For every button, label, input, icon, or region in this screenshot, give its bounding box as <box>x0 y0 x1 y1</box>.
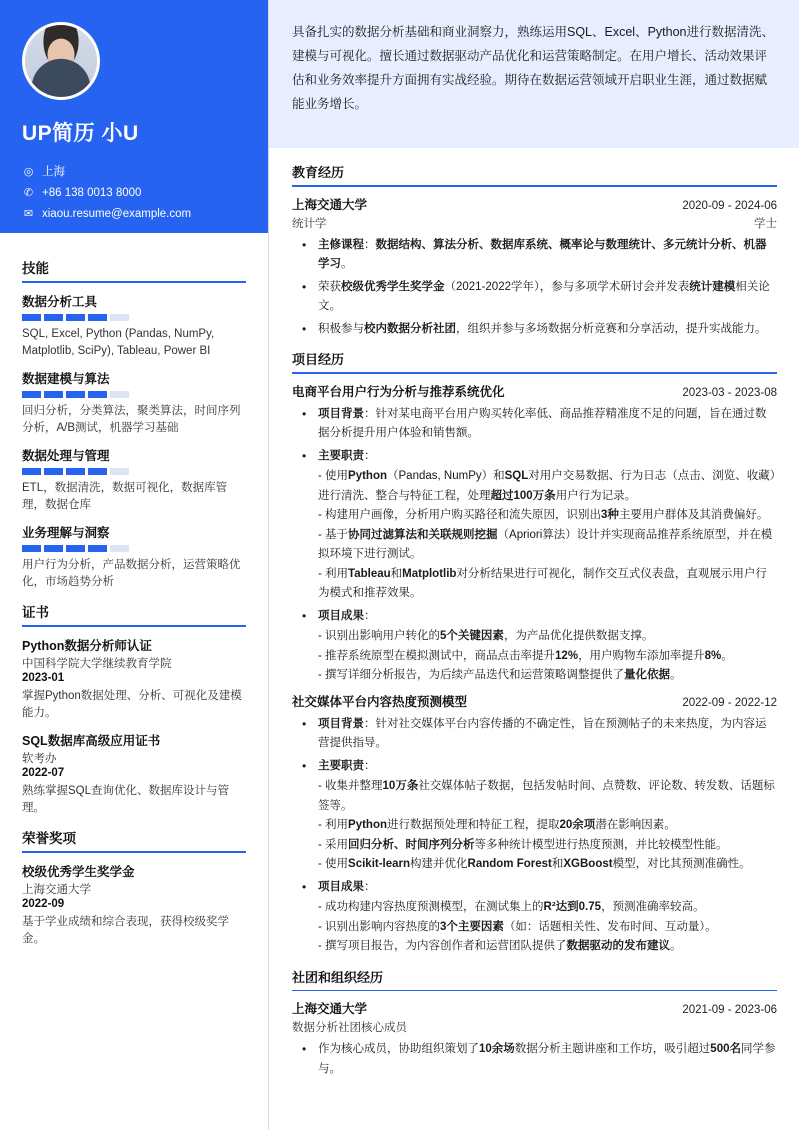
skill-level-bars <box>22 391 246 398</box>
sub-line: - 基于协同过滤算法和关联规则挖掘（Apriori算法）设计并实现商品推荐系统原型，并在模拟环境下进行测试。 <box>318 528 773 560</box>
skill-description: 回归分析，分类算法，聚类算法，时间序列分析，A/B测试，机器学习基础 <box>22 405 241 434</box>
sub-line: - 识别出影响用户转化的5个关键因素，为产品优化提供数据支撑。 <box>318 630 654 642</box>
email-icon: ✉ <box>23 208 34 220</box>
skill-description: ETL，数据清洗，数据可视化，数据库管理，数据仓库 <box>22 482 228 511</box>
list-item: • 积极参与校内数据分析社团，组织并参与多场数据分析竞赛和分享活动，提升实战能力。 <box>292 320 777 340</box>
list-item <box>292 715 777 754</box>
skill-name: 数据分析工具 <box>22 295 98 309</box>
sidebar-header <box>0 0 268 233</box>
certificate-description: 熟练掌握SQL查询优化、数据库设计与管理。 <box>22 785 230 814</box>
certificates-section <box>22 601 246 817</box>
avatar-photo <box>25 25 97 97</box>
sub-line: - 成功构建内容热度预测模型，在测试集上的R²达到0.75，预测准确率较高。 <box>318 901 705 913</box>
phone-icon: ✆ <box>23 187 34 199</box>
bullet-sublines <box>318 467 777 604</box>
section-divider <box>292 990 777 992</box>
skill-bar <box>110 314 129 321</box>
certificate-org: 中国科学院大学继续教育学院 <box>22 658 172 670</box>
skill-level-bars <box>22 545 246 552</box>
bullet-sublines <box>318 627 777 686</box>
bullet-lead: 项目背景：针对某电商平台用户购买转化率低、商品推荐精准度不足的问题，旨在通过数据分析提升用户体验和销售额。 <box>318 407 767 439</box>
sub-line: - 采用回归分析、时间序列分析等多种统计模型进行热度预测，并比较模型性能。 <box>318 838 728 851</box>
list-item: • 作为核心成员，协助组织策划了10余场数据分析主题讲座和工作坊，吸引超过500名同学参与。 <box>292 1040 777 1079</box>
clubs-section <box>292 967 777 1080</box>
project-header <box>292 692 777 710</box>
skill-bar <box>110 391 129 398</box>
list-item <box>292 757 777 875</box>
project-item <box>292 692 777 957</box>
section-divider <box>22 625 246 627</box>
project-name: 社交媒体平台内容热度预测模型 <box>292 694 468 709</box>
project-bullets <box>292 715 777 957</box>
sub-line: - 撰写详细分析报告，为后续产品迭代和运营策略调整提供了量化依据。 <box>318 669 682 681</box>
certificate-date: 2023-01 <box>22 672 65 684</box>
honors-section <box>22 827 246 948</box>
bullet-sublines <box>318 777 777 875</box>
project-name: 电商平台用户行为分析与推荐系统优化 <box>292 384 505 399</box>
sub-line: - 撰写项目报告，为内容创作者和运营团队提供了数据驱动的发布建议。 <box>318 940 682 952</box>
education-section-title: 教育经历 <box>292 165 345 180</box>
education-degree: 学士 <box>754 217 777 230</box>
section-divider <box>22 851 246 853</box>
skill-bar <box>88 468 107 475</box>
sidebar-body <box>0 233 268 958</box>
skill-description: SQL, Excel, Python (Pandas, NumPy, Matplotlib, SciPy), Tableau, Power BI <box>22 328 215 357</box>
sidebar <box>0 0 268 1130</box>
sub-line: - 识别出影响内容热度的3个主要因素（如：话题相关性、发布时间、互动量）。 <box>318 920 717 933</box>
main-column <box>268 0 799 1130</box>
contact-location-text: 上海 <box>42 166 65 178</box>
section-divider <box>292 185 777 187</box>
bullet-lead: 项目背景：针对社交媒体平台内容传播的不确定性，旨在预测帖子的未来热度，为内容运营提供指导。 <box>318 717 767 749</box>
education-subheader <box>292 213 777 231</box>
certificate-description: 掌握Python数据处理、分析、可视化及建模能力。 <box>22 690 242 719</box>
list-item <box>292 447 777 604</box>
skill-name: 数据处理与管理 <box>22 449 110 463</box>
honors-section-title: 荣誉奖项 <box>22 831 76 846</box>
skill-bar <box>88 391 107 398</box>
project-date: 2023-03 - 2023-08 <box>682 386 777 399</box>
list-item: • 荣获校级优秀学生奖学金（2021-2022学年），参与多项学术研讨会并发表统计建模相关论文。 <box>292 278 777 317</box>
skill-bar <box>44 545 63 552</box>
skill-bar <box>44 468 63 475</box>
honor-item <box>22 862 246 948</box>
certificate-name: SQL数据库高级应用证书 <box>22 734 161 748</box>
bullet-lead: 主要职责： <box>318 449 376 462</box>
skill-level-bars <box>22 468 246 475</box>
location-icon: ◎ <box>23 166 34 178</box>
column-divider <box>268 0 269 1130</box>
skill-bar <box>22 391 41 398</box>
list-item: • 主修课程：数据结构、算法分析、数据库系统、概率论与数理统计、多元统计分析、机器学习。 <box>292 236 777 275</box>
club-date: 2021-09 - 2023-06 <box>682 1004 777 1016</box>
section-divider <box>22 281 246 283</box>
skill-bar <box>88 545 107 552</box>
skill-name: 业务理解与洞察 <box>22 526 110 540</box>
bullet-lead: 项目成果： <box>318 609 376 622</box>
skill-item <box>22 369 246 437</box>
education-school: 上海交通大学 <box>292 197 368 212</box>
certificate-org: 软考办 <box>22 753 57 765</box>
sub-line: - 收集并整理10万条社交媒体帖子数据，包括发帖时间、点赞数、评论数、转发数、话题标签等。 <box>318 780 775 812</box>
honor-description: 基于学业成绩和综合表现，获得校级奖学金。 <box>22 916 229 945</box>
section-divider <box>292 372 777 374</box>
sub-line: - 推荐系统原型在模拟测试中，商品点击率提升12%，用户购物车添加率提升8%。 <box>318 649 733 662</box>
club-org: 上海交通大学 <box>292 1002 368 1016</box>
club-bullets <box>292 1040 777 1079</box>
skill-bar <box>44 391 63 398</box>
skill-bar <box>22 468 41 475</box>
project-header <box>292 382 777 400</box>
club-role: 数据分析社团核心成员 <box>292 1022 407 1034</box>
skill-description: 用户行为分析，产品数据分析，运营策略优化，市场趋势分析 <box>22 559 241 588</box>
skill-bar <box>110 545 129 552</box>
bullet-sublines <box>318 898 777 957</box>
bullet-lead: 项目成果： <box>318 880 376 893</box>
project-bullets <box>292 405 777 686</box>
certificate-date: 2022-07 <box>22 767 65 779</box>
clubs-section-title: 社团和组织经历 <box>292 969 384 985</box>
certificate-name: Python数据分析师认证 <box>22 639 152 653</box>
contact-item-email <box>22 204 246 225</box>
honor-org: 上海交通大学 <box>22 884 91 896</box>
skill-bar <box>66 545 85 552</box>
sub-line: - 利用Tableau和Matplotlib对分析结果进行可视化，制作交互式仪表盘，直观展示用户行为模式和推荐效果。 <box>318 567 767 599</box>
contact-item-phone <box>22 183 246 204</box>
sub-line: - 构建用户画像，分析用户购买路径和流失原因，识别出3种主要用户群体及其消费偏好。 <box>318 509 769 521</box>
contact-email-text: xiaou.resume@example.com <box>42 208 192 220</box>
skill-item <box>22 292 246 360</box>
skill-bar <box>110 468 129 475</box>
list-item <box>292 878 777 957</box>
sub-line: - 使用Scikit-learn构建并优化Random Forest和XGBoost模型，对比其预测准确性。 <box>318 858 751 870</box>
certificate-item <box>22 731 246 817</box>
skill-item <box>22 523 246 591</box>
skills-section <box>22 257 246 591</box>
skill-bar <box>66 391 85 398</box>
list-item <box>292 607 777 686</box>
club-entry-header <box>292 999 777 1017</box>
main-body <box>268 148 799 1079</box>
project-date: 2022-09 - 2022-12 <box>682 696 777 709</box>
avatar <box>22 22 100 100</box>
projects-section <box>292 349 777 957</box>
sub-line: - 使用Python（Pandas, NumPy）和SQL对用户交易数据、行为日志（点击、浏览、收藏）进行清洗、整合与特征工程，处理超过100万条用户行为记录。 <box>318 470 776 502</box>
project-item <box>292 382 777 686</box>
honor-name: 校级优秀学生奖学金 <box>22 865 135 879</box>
contact-list <box>22 162 246 225</box>
skill-name: 数据建模与算法 <box>22 372 110 386</box>
education-section <box>292 162 777 339</box>
honor-date: 2022-09 <box>22 898 65 910</box>
skill-bar <box>22 545 41 552</box>
contact-phone-text: +86 138 0013 8000 <box>42 187 142 199</box>
certificates-section-title: 证书 <box>22 605 49 620</box>
summary-block: 具备扎实的数据分析基础和商业洞察力，熟练运用SQL、Excel、Python进行数据清洗、建模与可视化。擅长通过数据驱动产品优化和运营策略制定。在用户增长、活动效果评估和业务效率提升方面拥有实战经验。期待在数据运营领域开启职业生涯，通过数据赋能业务增长。 <box>268 0 799 148</box>
education-date: 2020-09 - 2024-06 <box>682 199 777 212</box>
bullet-lead: 主要职责： <box>318 759 376 772</box>
skill-bar <box>22 314 41 321</box>
contact-item-location <box>22 162 246 183</box>
education-entry-header <box>292 195 777 213</box>
skills-section-title: 技能 <box>22 261 49 276</box>
education-bullets <box>292 236 777 340</box>
list-item <box>292 405 777 444</box>
certificate-item <box>22 636 246 722</box>
sub-line: - 利用Python进行数据预处理和特征工程，提取20余项潜在影响因素。 <box>318 819 676 831</box>
projects-section-title: 项目经历 <box>292 352 345 367</box>
candidate-name: UP简历 小U <box>22 122 139 145</box>
skill-bar <box>66 314 85 321</box>
skill-level-bars <box>22 314 246 321</box>
skill-item <box>22 446 246 514</box>
education-major: 统计学 <box>292 217 327 230</box>
skill-bar <box>66 468 85 475</box>
skill-bar <box>44 314 63 321</box>
skill-bar <box>88 314 107 321</box>
